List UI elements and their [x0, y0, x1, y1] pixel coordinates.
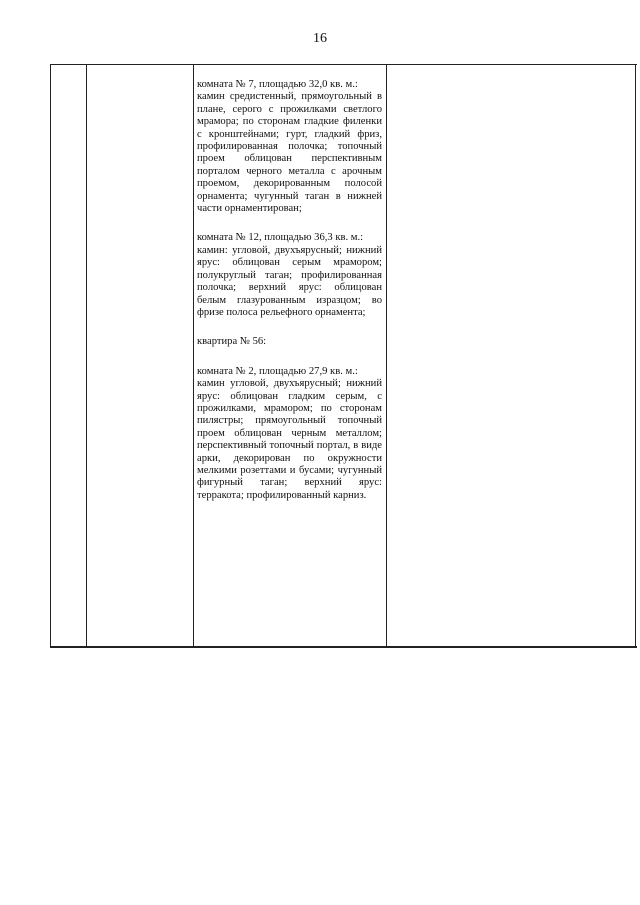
table-column-divider [86, 65, 87, 646]
entry-heading: комната № 12, площадью 36,3 кв. м.: [197, 232, 364, 244]
page-number: 16 [313, 31, 327, 46]
entry-text: камин: угловой, двухъярусный; нижний ярус: облицован серым мрамором; полукруглый таган; профилированная полочка; верхний ярус: облицован белым глазурованным изразцом; во фризе полоса рельефного орнамента; [197, 244, 382, 318]
entry-heading: комната № 7, площадью 32,0 кв. м.: [197, 79, 358, 90]
description-cell [197, 79, 382, 502]
entry-text: камин угловой, двухъярусный; нижний ярус: облицован гладким серым, с прожилками, мрамором; по сторонам пилястры; прямоугольный топочный проем облицован черным металлом; перспективный топочный портал, в виде арки, декорирован по окружности мелкими розеттами и бусами; чугунный фигурный таган; верхний ярус: терракота; профилированный карниз. [197, 378, 382, 501]
table-column-divider [193, 65, 194, 646]
table-border-left [50, 65, 51, 646]
entry-text: камин средистенный, прямоугольный в плане, серого с прожилками светлого мрамора; по сторонам гладкие филенки с кронштейнами; гурт, гладкий фриз, профилированная полочка; топочный проем облицован перспективным порталом черного металла с арочным проемом, декорированным полосой орнамента; чугунный таган в нижней части орнаментирован; [197, 91, 382, 215]
table-column-divider [386, 65, 387, 646]
apartment-heading: квартира № 56: [197, 336, 267, 348]
entry-heading: комната № 2, площадью 27,9 кв. м.: [197, 365, 358, 377]
table-border-right [635, 65, 636, 646]
